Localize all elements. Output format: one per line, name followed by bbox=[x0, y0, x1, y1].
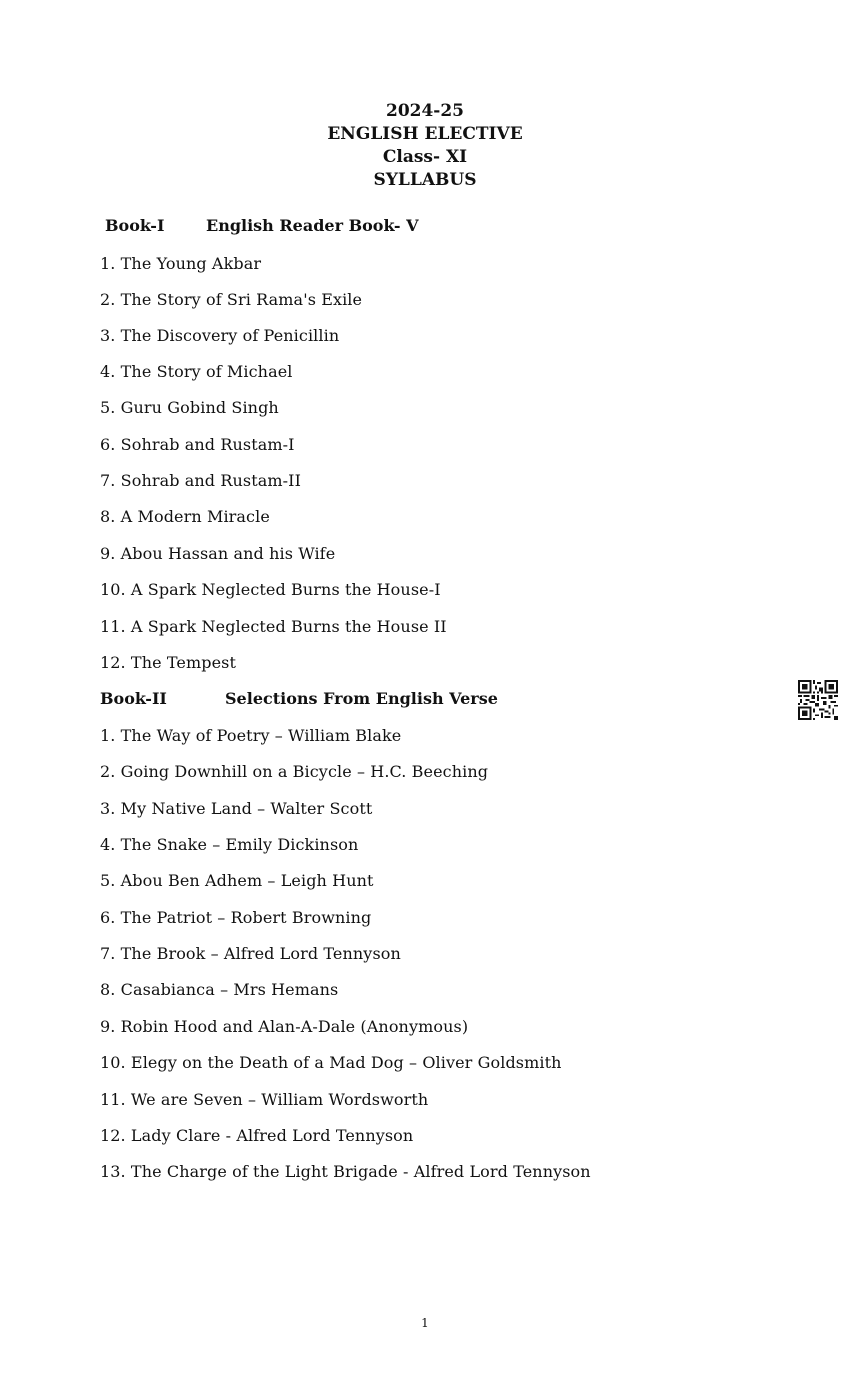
list-item: 1. The Way of Poetry – William Blake bbox=[100, 726, 402, 745]
qr-code-icon bbox=[798, 680, 838, 720]
book-2-heading bbox=[100, 689, 498, 708]
subject-heading: ENGLISH ELECTIVE bbox=[327, 124, 523, 144]
list-item: 4. The Snake – Emily Dickinson bbox=[100, 835, 359, 854]
list-item: 5. Guru Gobind Singh bbox=[100, 398, 279, 417]
list-item: 12. The Tempest bbox=[100, 653, 236, 672]
page-number: 1 bbox=[421, 1316, 429, 1330]
list-item: 8. Casabianca – Mrs Hemans bbox=[100, 980, 339, 999]
book-2-label: Book-II bbox=[100, 689, 167, 708]
list-item: 7. The Brook – Alfred Lord Tennyson bbox=[100, 944, 401, 963]
list-item: 7. Sohrab and Rustam-II bbox=[100, 471, 301, 490]
list-item: 12. Lady Clare - Alfred Lord Tennyson bbox=[100, 1126, 414, 1145]
list-item: 1. The Young Akbar bbox=[100, 254, 262, 273]
list-item: 10. A Spark Neglected Burns the House-I bbox=[100, 580, 441, 599]
book-1-title: English Reader Book- V bbox=[206, 216, 419, 235]
list-item: 13. The Charge of the Light Brigade - Alfred Lord Tennyson bbox=[100, 1162, 591, 1181]
book-2-title: Selections From English Verse bbox=[225, 689, 498, 708]
year-heading: 2024-25 bbox=[385, 101, 465, 121]
book-1-heading bbox=[105, 216, 419, 235]
list-item: 3. The Discovery of Penicillin bbox=[100, 326, 340, 345]
list-item: 11. We are Seven – William Wordsworth bbox=[100, 1090, 429, 1109]
list-item: 10. Elegy on the Death of a Mad Dog – Oliver Goldsmith bbox=[100, 1053, 562, 1072]
document-header bbox=[0, 100, 850, 192]
list-item: 2. The Story of Sri Rama's Exile bbox=[100, 290, 363, 309]
list-item: 3. My Native Land – Walter Scott bbox=[100, 799, 373, 818]
list-item: 2. Going Downhill on a Bicycle – H.C. Beeching bbox=[100, 762, 489, 781]
book-1-label: Book-I bbox=[105, 216, 165, 235]
list-item: 9. Robin Hood and Alan-A-Dale (Anonymous) bbox=[100, 1017, 469, 1036]
list-item: 6. Sohrab and Rustam-I bbox=[100, 435, 295, 454]
list-item: 5. Abou Ben Adhem – Leigh Hunt bbox=[100, 871, 374, 890]
list-item: 11. A Spark Neglected Burns the House II bbox=[100, 617, 447, 636]
class-heading: Class- XI bbox=[382, 147, 468, 167]
list-item: 8. A Modern Miracle bbox=[100, 507, 270, 526]
list-item: 6. The Patriot – Robert Browning bbox=[100, 908, 372, 927]
list-item: 9. Abou Hassan and his Wife bbox=[100, 544, 336, 563]
syllabus-heading: SYLLABUS bbox=[373, 170, 477, 190]
list-item: 4. The Story of Michael bbox=[100, 362, 293, 381]
